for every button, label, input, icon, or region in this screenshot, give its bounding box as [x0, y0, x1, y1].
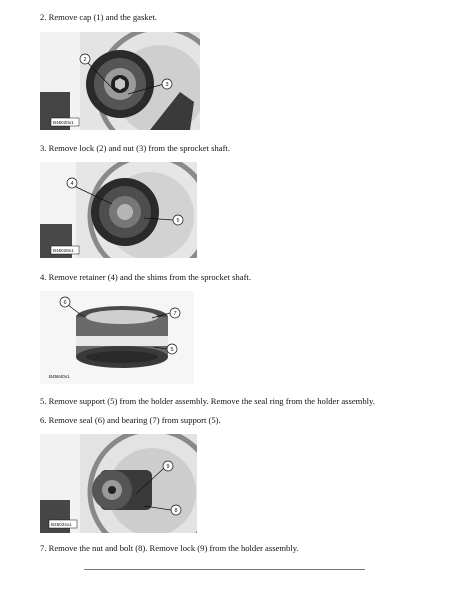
figure-4-callout-8: 8 [174, 508, 178, 514]
figure-1-callout-2: 2 [83, 57, 87, 63]
figure-3-callout-5: 5 [170, 347, 174, 353]
footer-divider [84, 569, 365, 570]
figure-2-callout-5: 5 [176, 218, 180, 224]
figure-4-callout-9: 9 [166, 464, 170, 470]
figure-4-code: B45024x1 [51, 522, 72, 527]
step-3-text: 3. Remove lock (2) and nut (3) from the sprocket shaft. [40, 143, 230, 153]
step-5-text: 5. Remove support (5) from the holder assembly. Remove the seal ring from the holder assembly. [40, 396, 375, 406]
figure-2-photo [40, 162, 197, 258]
figure-3-code: B45840x1 [49, 374, 70, 379]
step-6-text: 6. Remove seal (6) and bearing (7) from support (5). [40, 415, 221, 425]
figure-3-photo [40, 291, 194, 384]
step-7-text: 7. Remove the nut and bolt (8). Remove lock (9) from the holder assembly. [40, 543, 299, 553]
figure-2-callout-4: 4 [70, 181, 74, 187]
step-2-text: 2. Remove cap (1) and the gasket. [40, 12, 157, 22]
figure-1-callout-3: 3 [165, 82, 169, 88]
figure-1-code: B45020x1 [53, 120, 74, 125]
step-4-text: 4. Remove retainer (4) and the shims from the sprocket shaft. [40, 272, 251, 282]
figure-3-callout-6: 6 [63, 300, 67, 306]
figure-2-code: B45028x1 [53, 248, 74, 253]
figure-1-photo [40, 32, 200, 130]
figure-4-photo [40, 434, 197, 533]
figure-3-callout-7: 7 [173, 311, 177, 317]
